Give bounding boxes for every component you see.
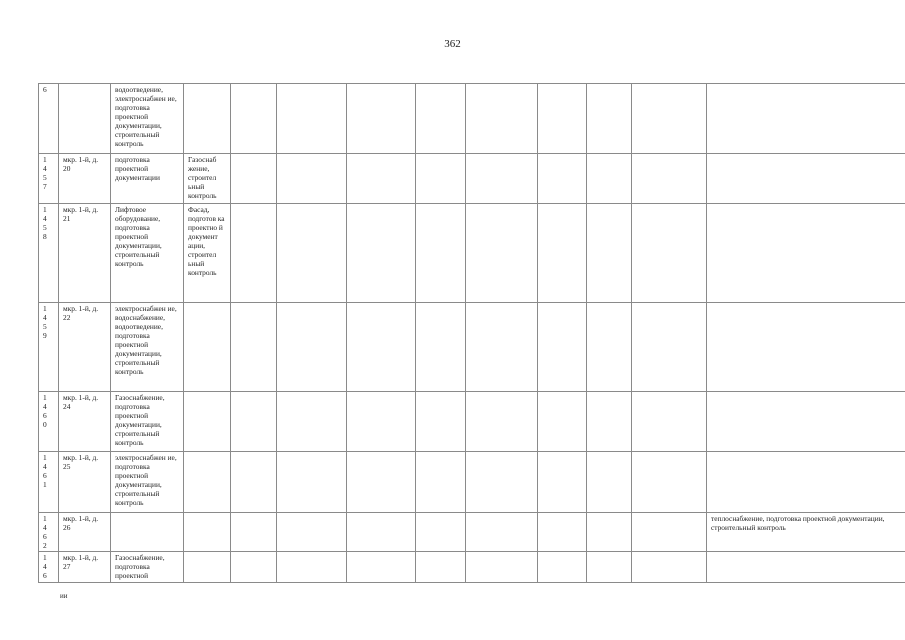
address-cell-text: мкр. 1-й, д. 21 bbox=[63, 205, 99, 224]
empty-cell bbox=[632, 303, 707, 392]
empty-cell bbox=[538, 392, 587, 452]
empty-cell bbox=[538, 452, 587, 513]
works-cell-col13 bbox=[707, 452, 905, 513]
empty-cell bbox=[277, 513, 347, 552]
address-cell bbox=[59, 303, 111, 392]
footer-note: ии bbox=[60, 592, 68, 600]
empty-cell bbox=[277, 303, 347, 392]
works-cell-text: Газоснабжение, подготовка проектной bbox=[115, 553, 165, 581]
empty-cell bbox=[347, 452, 416, 513]
empty-cell bbox=[347, 392, 416, 452]
row-number-cell bbox=[39, 552, 59, 583]
address-cell bbox=[59, 513, 111, 552]
row-number-cell bbox=[39, 204, 59, 303]
row-number-cell bbox=[39, 452, 59, 513]
empty-cell bbox=[231, 154, 277, 204]
empty-cell bbox=[277, 392, 347, 452]
page-number: 362 bbox=[444, 38, 461, 50]
address-cell bbox=[59, 204, 111, 303]
works-cell bbox=[111, 392, 184, 452]
address-cell-text: мкр. 1-й, д. 24 bbox=[63, 393, 99, 412]
empty-cell bbox=[587, 303, 632, 392]
data-table bbox=[38, 83, 905, 583]
empty-cell bbox=[466, 154, 538, 204]
works-cell bbox=[111, 452, 184, 513]
works-cell-col13 bbox=[707, 84, 905, 154]
works-cell-col4-text: Газоснаб жение, строител ьный контроль bbox=[188, 155, 217, 201]
empty-cell bbox=[416, 392, 466, 452]
table-row bbox=[39, 303, 905, 392]
works-cell-text: Газоснабжение, подготовка проектной документации, строительный контроль bbox=[115, 393, 165, 448]
works-cell-text: Лифтовое оборудование, подготовка проектной документации, строительный контроль bbox=[115, 205, 162, 269]
row-number-cell bbox=[39, 392, 59, 452]
empty-cell bbox=[466, 204, 538, 303]
empty-cell bbox=[231, 552, 277, 583]
empty-cell bbox=[538, 552, 587, 583]
empty-cell bbox=[231, 204, 277, 303]
works-cell-col4 bbox=[184, 392, 231, 452]
address-cell bbox=[59, 84, 111, 154]
row-number-cell-text: 1 4 6 2 bbox=[43, 514, 47, 551]
works-cell-col13-text: теплоснабжение, подготовка проектной документации, строительный контроль bbox=[711, 514, 885, 533]
works-cell-text: электроснабжен ие, водоснабжение, водоотведение, подготовка проектной документации, строительный контроль bbox=[115, 304, 177, 377]
table-row bbox=[39, 513, 905, 552]
works-cell bbox=[111, 513, 184, 552]
works-cell bbox=[111, 84, 184, 154]
empty-cell bbox=[231, 84, 277, 154]
address-cell bbox=[59, 552, 111, 583]
works-cell-col13 bbox=[707, 552, 905, 583]
empty-cell bbox=[632, 452, 707, 513]
address-cell-text: мкр. 1-й, д. 27 bbox=[63, 553, 99, 572]
empty-cell bbox=[347, 513, 416, 552]
empty-cell bbox=[538, 513, 587, 552]
empty-cell bbox=[347, 552, 416, 583]
empty-cell bbox=[231, 452, 277, 513]
works-cell-col4 bbox=[184, 204, 231, 303]
empty-cell bbox=[466, 452, 538, 513]
empty-cell bbox=[466, 552, 538, 583]
works-cell bbox=[111, 204, 184, 303]
row-number-cell-text: 1 4 6 bbox=[43, 553, 47, 581]
empty-cell bbox=[416, 154, 466, 204]
works-cell-text: водоотведение, электроснабжен ие, подготовка проектной документации, строительный контроль bbox=[115, 85, 177, 149]
row-number-cell bbox=[39, 154, 59, 204]
empty-cell bbox=[466, 303, 538, 392]
empty-cell bbox=[538, 204, 587, 303]
table-row bbox=[39, 84, 905, 154]
table-row bbox=[39, 552, 905, 583]
empty-cell bbox=[466, 392, 538, 452]
works-cell-text: подготовка проектной документации bbox=[115, 155, 160, 183]
empty-cell bbox=[347, 84, 416, 154]
row-number-cell-text: 1 4 5 8 bbox=[43, 205, 47, 242]
row-number-cell-text: 1 4 5 7 bbox=[43, 155, 47, 192]
empty-cell bbox=[632, 204, 707, 303]
empty-cell bbox=[277, 154, 347, 204]
works-cell bbox=[111, 154, 184, 204]
address-cell-text: мкр. 1-й, д. 25 bbox=[63, 453, 99, 472]
empty-cell bbox=[587, 204, 632, 303]
works-cell-col4-text: Фасад, подготов ка проектно й документ ации, строител ьный контроль bbox=[188, 205, 225, 278]
empty-cell bbox=[231, 303, 277, 392]
empty-cell bbox=[466, 513, 538, 552]
works-cell-col4 bbox=[184, 303, 231, 392]
row-number-cell-text: 6 bbox=[43, 85, 47, 94]
row-number-cell-text: 1 4 6 1 bbox=[43, 453, 47, 490]
works-cell-text: электроснабжен ие, подготовка проектной документации, строительный контроль bbox=[115, 453, 177, 508]
table-row bbox=[39, 204, 905, 303]
empty-cell bbox=[277, 552, 347, 583]
works-cell-col4 bbox=[184, 154, 231, 204]
empty-cell bbox=[277, 452, 347, 513]
row-number-cell bbox=[39, 513, 59, 552]
empty-cell bbox=[587, 552, 632, 583]
empty-cell bbox=[632, 552, 707, 583]
address-cell-text: мкр. 1-й, д. 22 bbox=[63, 304, 99, 323]
empty-cell bbox=[347, 303, 416, 392]
empty-cell bbox=[347, 204, 416, 303]
empty-cell bbox=[277, 84, 347, 154]
table-row bbox=[39, 154, 905, 204]
empty-cell bbox=[416, 303, 466, 392]
works-cell-col13 bbox=[707, 204, 905, 303]
address-cell-text: мкр. 1-й, д. 20 bbox=[63, 155, 99, 174]
empty-cell bbox=[347, 154, 416, 204]
works-cell-col13 bbox=[707, 303, 905, 392]
empty-cell bbox=[587, 84, 632, 154]
empty-cell bbox=[587, 392, 632, 452]
works-cell-col4 bbox=[184, 84, 231, 154]
empty-cell bbox=[466, 84, 538, 154]
empty-cell bbox=[587, 154, 632, 204]
empty-cell bbox=[538, 154, 587, 204]
empty-cell bbox=[632, 84, 707, 154]
address-cell bbox=[59, 154, 111, 204]
empty-cell bbox=[416, 204, 466, 303]
row-number-cell bbox=[39, 84, 59, 154]
works-cell bbox=[111, 552, 184, 583]
works-cell-col4 bbox=[184, 452, 231, 513]
empty-cell bbox=[587, 452, 632, 513]
empty-cell bbox=[587, 513, 632, 552]
works-cell-col4 bbox=[184, 513, 231, 552]
empty-cell bbox=[632, 154, 707, 204]
empty-cell bbox=[416, 513, 466, 552]
table-row bbox=[39, 392, 905, 452]
works-cell-col4 bbox=[184, 552, 231, 583]
works-cell-col13 bbox=[707, 392, 905, 452]
empty-cell bbox=[231, 513, 277, 552]
address-cell bbox=[59, 392, 111, 452]
empty-cell bbox=[632, 392, 707, 452]
row-number-cell-text: 1 4 5 9 bbox=[43, 304, 47, 341]
address-cell bbox=[59, 452, 111, 513]
empty-cell bbox=[538, 84, 587, 154]
row-number-cell-text: 1 4 6 0 bbox=[43, 393, 47, 430]
works-cell bbox=[111, 303, 184, 392]
empty-cell bbox=[416, 84, 466, 154]
works-cell-col13 bbox=[707, 513, 905, 552]
table-row bbox=[39, 452, 905, 513]
empty-cell bbox=[416, 452, 466, 513]
empty-cell bbox=[416, 552, 466, 583]
empty-cell bbox=[538, 303, 587, 392]
works-cell-col13 bbox=[707, 154, 905, 204]
empty-cell bbox=[231, 392, 277, 452]
empty-cell bbox=[632, 513, 707, 552]
empty-cell bbox=[277, 204, 347, 303]
address-cell-text: мкр. 1-й, д. 26 bbox=[63, 514, 99, 533]
row-number-cell bbox=[39, 303, 59, 392]
